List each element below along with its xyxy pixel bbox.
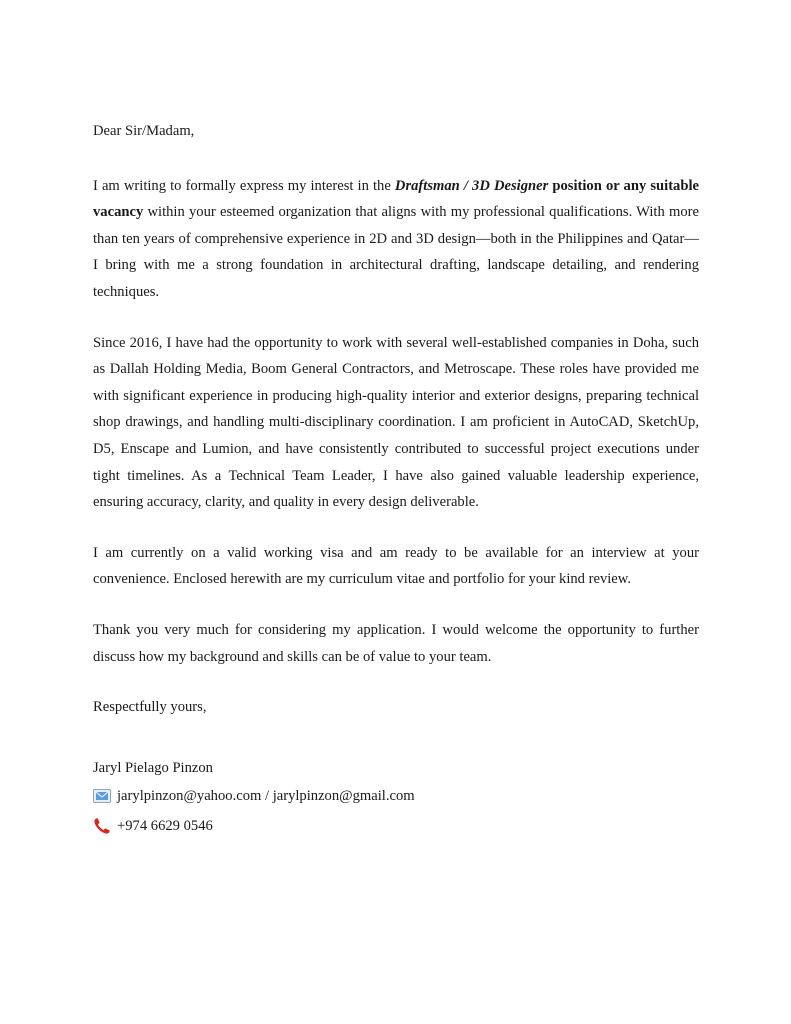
intro-rest: within your esteemed organization that aligns with my professional qualifications. With more than ten years of comprehensive experience in 2D and 3D design—both in the Philippines and Qatar—I bring with me a strong foundation in architectural drafting, landscape detailing, and rendering techniques. [93, 204, 699, 300]
email-addresses[interactable]: jarylpinzon@yahoo.com / jarylpinzon@gmail.com [117, 788, 415, 805]
closing: Respectfully yours, [93, 699, 207, 716]
paragraph-intro [93, 173, 699, 306]
signer-name: Jaryl Pielago Pinzon [93, 759, 213, 776]
paragraph-experience: Since 2016, I have had the opportunity to work with several well-established companies in Doha, such as Dallah Holding Media, Boom General Contractors, and Metroscape. These roles have provided me with significant experience in producing high-quality interior and exterior designs, preparing technical shop drawings, and handling multi-disciplinary coordination. I am proficient in AutoCAD, SketchUp, D5, Enscape and Lumion, and have consistently contributed to successful project executions under tight timelines. As a Technical Team Leader, I have also gained valuable leadership experience, ensuring accuracy, clarity, and quality in every design deliverable. [93, 334, 699, 511]
telephone-icon [93, 817, 111, 835]
phone-number[interactable]: +974 6629 0546 [117, 818, 213, 835]
role-title: Draftsman / 3D Designer [394, 177, 549, 194]
envelope-icon [93, 787, 111, 805]
salutation: Dear Sir/Madam, [93, 123, 195, 139]
paragraph-availability: I am currently on a valid working visa and am ready to be available for an interview at your convenience. Enclosed herewith are my curriculum vitae and portfolio for your kind review. [93, 544, 699, 588]
cover-letter [93, 118, 699, 841]
paragraph-thanks: Thank you very much for considering my application. I would welcome the opportunity to further discuss how my background and skills can be of value to your team. [93, 621, 699, 665]
phone-line [93, 811, 699, 841]
role-suffix: position or any suitable vacancy [93, 177, 699, 221]
email-line [93, 781, 699, 811]
intro-text: I am writing to formally express my interest in the [93, 177, 395, 194]
